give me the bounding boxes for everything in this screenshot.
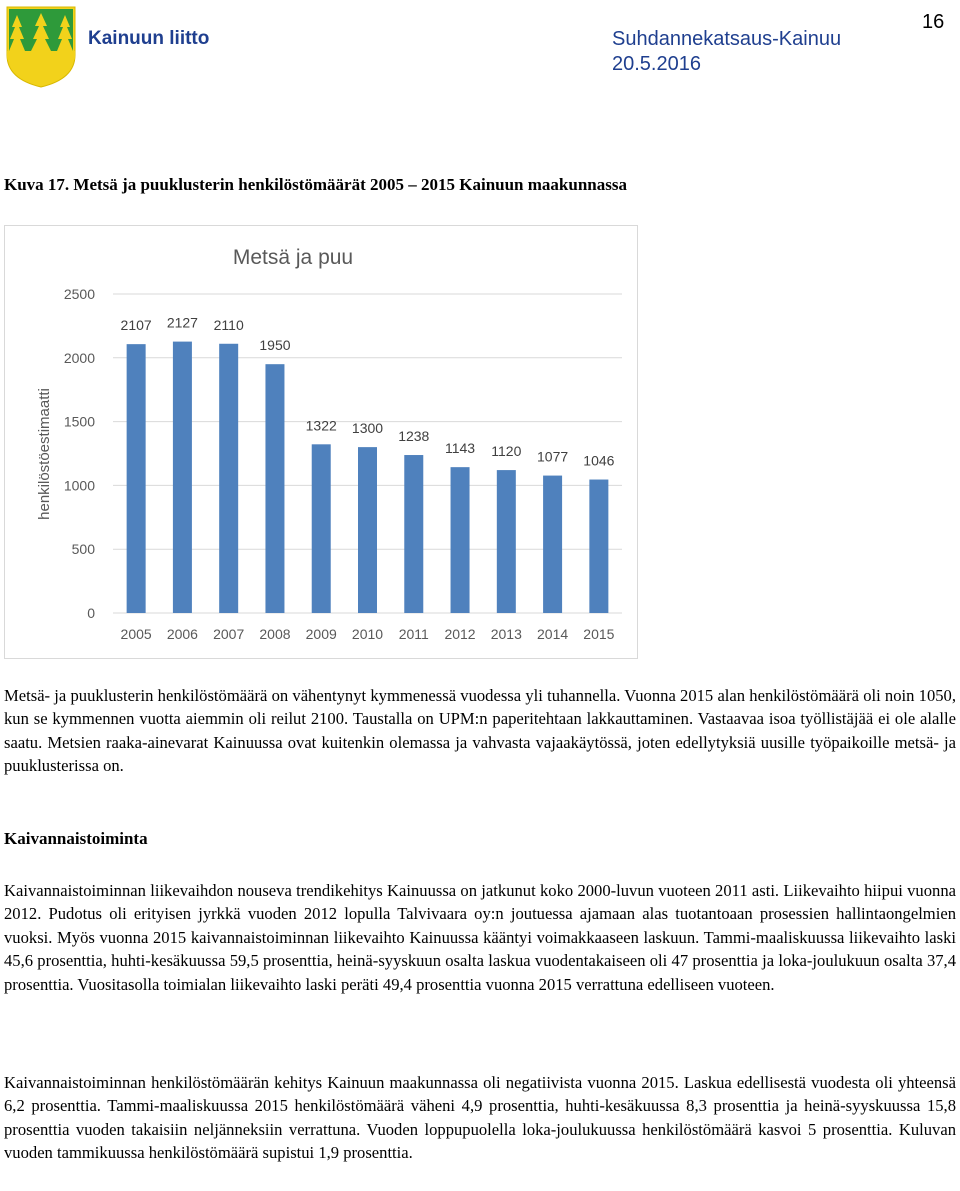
bar-2011 bbox=[404, 455, 423, 613]
x-tick-label: 2015 bbox=[583, 626, 615, 642]
bar-2013 bbox=[497, 470, 516, 613]
kainuu-coat-of-arms-icon bbox=[5, 5, 77, 89]
data-label: 1143 bbox=[444, 440, 476, 457]
x-tick-label: 2014 bbox=[537, 626, 569, 642]
y-tick-label: 1500 bbox=[63, 413, 95, 430]
paragraph-mining-revenue: Kaivannaistoiminnan liikevaihdon nouseva trendikehitys Kainuussa on jatkunut koko 2000-luvun vuoteen 2011 asti. Liikevaihto hiipui vuonna 2012. Pudotus oli erityisen jyrkkä vuoden 2012 lopulla Talvivaara oy:n joutuessa ajamaan alas tuotantoaan prosessien hallintaongelmien vuoksi. Myös vuonna 2015 kaivannaistoiminnan liikevaihto Kainuussa kääntyi voimakkaaseen laskuun. Tammi-maaliskuussa liikevaihto laski 45,6 prosenttia, huhti-kesäkuussa 59,5 prosenttia, heinä-syyskuun osalta laskua vuodentakaiseen oli 47 prosenttia ja loka-joulukuun osalta 37,4 prosenttia. Vuositasolla toimialan liikevaihto laski peräti 49,4 prosenttia vuonna 2015 verrattuna edelliseen vuoteen. bbox=[4, 881, 956, 994]
bar-chart bbox=[4, 225, 638, 659]
x-tick-label: 2012 bbox=[444, 626, 476, 642]
data-label: 1077 bbox=[537, 448, 569, 465]
paragraph-forestry: Metsä- ja puuklusterin henkilöstömäärä on vähentynyt kymmenessä vuodessa yli tuhannella. Vuonna 2015 alan henkilöstömäärä oli noin 1050, kun se kymmennen vuotta aiemmin oli reilut 2100. Taustalla on UPM:n paperitehtaan lakkauttaminen. Vastaavaa isoa työllistäjää ei ole alalle saatu. Metsien raaka-ainevarat Kainuussa ovat kuitenkin olemassa ja vahvasta vajaakäytössä, joten edellytyksiä uusille työpaikoille metsä- ja puuklusterissa on. bbox=[4, 686, 956, 776]
data-label: 2110 bbox=[213, 316, 244, 333]
x-tick-label: 2010 bbox=[351, 626, 384, 642]
x-tick-label: 2008 bbox=[259, 626, 291, 642]
bar-2010 bbox=[358, 447, 377, 613]
page-number: 16 bbox=[922, 11, 945, 33]
figure-caption: Kuva 17. Metsä ja puuklusterin henkilöstömäärät 2005 – 2015 Kainuun maakunnassa bbox=[4, 175, 627, 194]
data-label: 1120 bbox=[491, 443, 522, 460]
section-heading: Kaivannaistoiminta bbox=[4, 829, 148, 848]
data-label: 2127 bbox=[166, 314, 198, 331]
paragraph-mining-staff: Kaivannaistoiminnan henkilöstömäärän kehitys Kainuun maakunnassa oli negatiivista vuonna 2015. Laskua edellisestä vuodesta oli yhteensä 6,2 prosenttia. Tammi-maaliskuussa 2015 henkilöstömäärä väheni 4,9 prosenttia, huhti-kesäkuussa 8,3 prosenttia ja heinä-syyskuussa 15,8 prosenttia vuoden takaisiin neljänneksiin verrattuna. Vuoden loppupuolella loka-joulukuussa henkilöstömäärä kasvoi 5 prosenttia. Kuluvan vuoden tammikuussa henkilöstömäärä supistui 1,9 prosenttia. bbox=[4, 1073, 956, 1163]
bar-2007 bbox=[219, 344, 238, 613]
bar-2009 bbox=[312, 444, 331, 613]
x-tick-label: 2006 bbox=[166, 626, 198, 642]
y-tick-label: 0 bbox=[87, 605, 95, 621]
bar-2008 bbox=[265, 364, 284, 613]
chart-canvas bbox=[5, 226, 637, 658]
chart-title: Metsä ja puu bbox=[232, 246, 354, 269]
y-tick-label: 2000 bbox=[63, 349, 95, 366]
bar-2005 bbox=[127, 344, 146, 613]
data-label: 1950 bbox=[259, 337, 291, 354]
x-tick-label: 2013 bbox=[490, 626, 522, 642]
x-tick-label: 2007 bbox=[213, 626, 245, 642]
data-label: 1046 bbox=[583, 452, 615, 469]
bar-2012 bbox=[451, 467, 470, 613]
x-tick-label: 2005 bbox=[120, 626, 152, 642]
page-header bbox=[0, 0, 960, 100]
bar-2014 bbox=[543, 476, 562, 613]
document-date: 20.5.2016 bbox=[612, 53, 701, 75]
organization-name: Kainuun liitto bbox=[88, 28, 210, 49]
document-title: Suhdannekatsaus-Kainuu bbox=[612, 28, 842, 50]
bar-2015 bbox=[589, 480, 608, 613]
data-label: 1238 bbox=[398, 428, 430, 445]
y-axis-label: henkilöstöestimaatti bbox=[36, 388, 53, 520]
data-label: 2107 bbox=[120, 317, 152, 334]
x-tick-label: 2009 bbox=[305, 626, 337, 642]
y-tick-label: 2500 bbox=[63, 286, 95, 302]
y-tick-label: 500 bbox=[71, 541, 95, 558]
data-label: 1300 bbox=[351, 420, 384, 437]
bar-2006 bbox=[173, 342, 192, 613]
data-label: 1322 bbox=[305, 417, 337, 434]
x-tick-label: 2011 bbox=[398, 626, 429, 642]
y-tick-label: 1000 bbox=[63, 477, 95, 494]
